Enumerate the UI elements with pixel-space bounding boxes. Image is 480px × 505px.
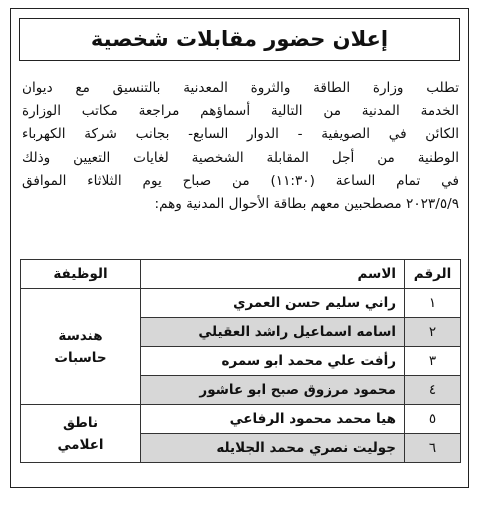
body-line: تطلب وزارة الطاقة والثروة المعدنية بالتنسيق مع ديوان bbox=[22, 80, 459, 96]
role-line: ناطق bbox=[62, 414, 99, 431]
row-number: ٦ bbox=[405, 434, 461, 463]
row-number: ٣ bbox=[405, 347, 461, 376]
table-row bbox=[21, 405, 461, 434]
row-name: راني سليم حسن العمري bbox=[141, 289, 405, 318]
header-role: الوظيفة bbox=[21, 260, 141, 289]
row-name: رأفت علي محمد ابو سمره bbox=[141, 347, 405, 376]
table-header-row bbox=[21, 260, 461, 289]
job-interview-notice bbox=[10, 8, 469, 488]
role-line: هندسة bbox=[58, 327, 103, 344]
candidates-table bbox=[20, 259, 461, 463]
body-line: الكائن في الصويفية - الدوار السابع- بجانب شركة الكهرباء bbox=[22, 126, 459, 143]
header-name: الاسم bbox=[141, 260, 405, 289]
row-number: ٢ bbox=[405, 318, 461, 347]
header-number: الرقم bbox=[405, 260, 461, 289]
role-line: اعلامي bbox=[57, 436, 104, 453]
body-line: ٢٠٢٣/٥/٩ مصطحبين معهم بطاقة الأحوال المدنية وهم: bbox=[154, 196, 459, 213]
row-number: ١ bbox=[405, 289, 461, 318]
row-number: ٥ bbox=[405, 405, 461, 434]
notice-title: إعلان حضور مقابلات شخصية bbox=[90, 27, 389, 51]
notice-body bbox=[22, 77, 459, 216]
body-line: في تمام الساعة (١١:٣٠) من صباح يوم الثلاثاء الموافق bbox=[22, 172, 459, 189]
row-number: ٤ bbox=[405, 376, 461, 405]
role-line: حاسبات bbox=[54, 349, 107, 366]
row-name: محمود مرزوق صبح ابو عاشور bbox=[141, 376, 405, 405]
row-name: اسامه اسماعيل راشد العقيلي bbox=[141, 318, 405, 347]
role-computer-engineering bbox=[21, 289, 141, 405]
title-box bbox=[19, 18, 460, 61]
body-line: الخدمة المدنية من التالية أسماؤهم مراجعة مكاتب الوزارة bbox=[22, 103, 459, 120]
table-row bbox=[21, 289, 461, 318]
row-name: هيا محمد محمود الرفاعي bbox=[141, 405, 405, 434]
row-name: جوليت نصري محمد الجلايله bbox=[141, 434, 405, 463]
role-media-spokesperson bbox=[21, 405, 141, 463]
body-line: الوطنية من أجل المقابلة الشخصية لغايات التعيين وذلك bbox=[22, 149, 459, 166]
